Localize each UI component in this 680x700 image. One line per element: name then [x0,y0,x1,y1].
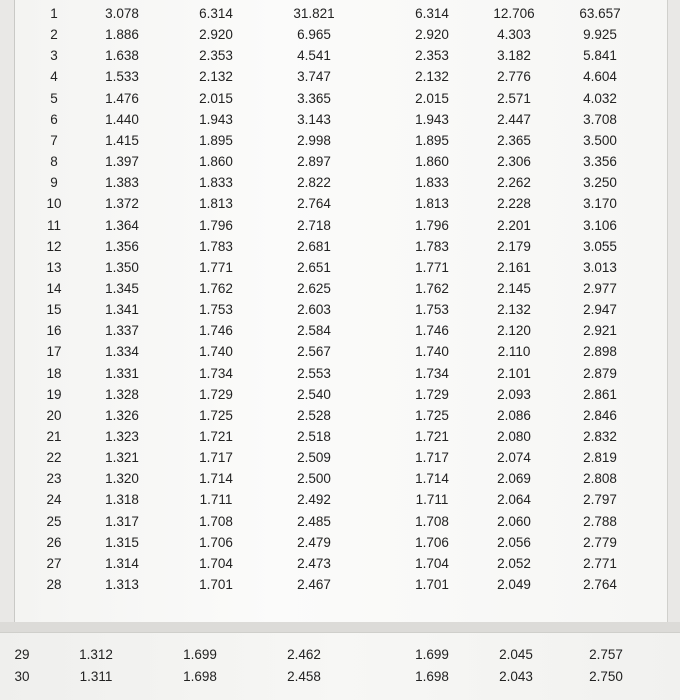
t-value-cell: 1.833 [199,175,233,191]
t-value-cell: 2.049 [497,577,531,593]
t-value-cell: 4.604 [583,69,617,85]
t-value-cell: 2.553 [297,365,331,381]
df-cell: 18 [46,365,62,381]
t-value-cell: 6.314 [415,6,449,21]
t-value-cell: 1.334 [105,344,139,360]
t-value-cell: 4.541 [297,48,331,64]
t-value-cell: 2.779 [583,534,617,550]
t-value-cell: 2.262 [497,175,531,191]
table-row [0,363,680,385]
t-value-cell: 3.500 [583,132,617,148]
t-value-cell: 2.492 [297,492,331,508]
df-cell: 28 [46,577,62,593]
t-value-cell: 3.143 [297,111,331,127]
df-cell: 12 [46,238,62,254]
t-value-cell: 1.699 [415,647,449,662]
t-value-cell: 1.311 [79,669,113,684]
t-value-cell: 2.797 [583,492,617,508]
t-value-cell: 2.819 [583,450,617,466]
t-value-cell: 2.750 [589,669,623,684]
t-value-cell: 2.764 [583,577,617,593]
df-cell: 15 [46,302,62,318]
table-row [0,644,680,666]
df-cell: 6 [50,111,58,127]
t-value-cell: 1.783 [199,238,233,254]
t-value-cell: 1.476 [105,90,139,106]
df-cell: 10 [46,196,62,212]
t-value-cell: 3.356 [583,154,617,170]
t-value-cell: 2.603 [297,302,331,318]
table-row [0,405,680,427]
table-row [0,45,680,67]
t-value-cell: 2.473 [297,555,331,571]
df-cell: 2 [50,27,58,43]
df-cell: 3 [50,48,58,64]
t-value-cell: 1.701 [199,577,233,593]
t-value-cell: 1.753 [199,302,233,318]
t-value-cell: 1.345 [105,280,139,296]
t-value-cell: 5.841 [583,48,617,64]
df-cell: 8 [50,154,58,170]
table-row [0,278,680,300]
t-value-cell: 1.312 [79,647,113,662]
table-row [0,151,680,173]
t-value-cell: 2.060 [497,513,531,529]
t-value-cell: 1.701 [415,577,449,593]
t-value-cell: 2.528 [297,407,331,423]
df-cell: 4 [50,69,58,85]
t-value-cell: 2.485 [297,513,331,529]
table-row [0,299,680,321]
t-value-cell: 1.356 [105,238,139,254]
t-value-cell: 1.326 [105,407,139,423]
df-cell: 29 [14,647,30,662]
t-value-cell: 1.706 [415,534,449,550]
t-value-cell: 2.771 [583,555,617,571]
t-value-cell: 2.074 [497,450,531,466]
t-value-cell: 1.320 [105,471,139,487]
table-row [0,574,680,596]
t-value-cell: 3.013 [583,259,617,275]
t-value-cell: 2.897 [297,154,331,170]
df-cell: 17 [46,344,62,360]
t-value-cell: 1.318 [105,492,139,508]
t-value-cell: 2.069 [497,471,531,487]
df-cell: 14 [46,280,62,296]
table-row [0,24,680,46]
t-value-cell: 2.132 [497,302,531,318]
t-value-cell: 2.353 [415,48,449,64]
t-value-cell: 12.706 [493,6,535,21]
t-value-cell: 1.328 [105,386,139,402]
t-value-cell: 1.725 [415,407,449,423]
t-value-cell: 3.182 [497,48,531,64]
t-value-cell: 1.762 [415,280,449,296]
t-value-cell: 2.977 [583,280,617,296]
t-value-cell: 1.323 [105,429,139,444]
t-value-cell: 9.925 [583,27,617,43]
t-value-cell: 6.314 [199,6,233,21]
t-value-cell: 3.365 [297,90,331,106]
t-value-cell: 1.762 [199,280,233,296]
df-cell: 1 [50,6,58,21]
df-cell: 9 [50,175,58,191]
table-row [0,215,680,237]
t-value-cell: 2.808 [583,471,617,487]
t-value-cell: 31.821 [293,6,335,21]
t-value-cell: 1.746 [199,323,233,339]
t-value-cell: 2.306 [497,154,531,170]
df-cell: 13 [46,259,62,275]
t-value-cell: 2.764 [297,196,331,212]
table-row [0,172,680,194]
t-value-cell: 2.179 [497,238,531,254]
t-value-cell: 1.533 [105,69,139,85]
table-row [0,511,680,533]
t-value-cell: 4.032 [583,90,617,106]
t-value-cell: 2.920 [415,27,449,43]
table-row [0,341,680,363]
df-cell: 24 [46,492,62,508]
t-value-cell: 1.740 [415,344,449,360]
t-value-cell: 1.706 [199,534,233,550]
t-value-cell: 2.567 [297,344,331,360]
table-row [0,489,680,511]
t-value-cell: 2.479 [297,534,331,550]
t-value-cell: 2.776 [497,69,531,85]
t-value-cell: 1.708 [199,513,233,529]
t-value-cell: 1.638 [105,48,139,64]
t-value-cell: 1.833 [415,175,449,191]
df-cell: 19 [46,386,62,402]
t-value-cell: 1.315 [105,534,139,550]
t-value-cell: 1.943 [199,111,233,127]
t-value-cell: 1.860 [199,154,233,170]
t-value-cell: 2.625 [297,280,331,296]
t-value-cell: 1.708 [415,513,449,529]
t-value-cell: 2.064 [497,492,531,508]
t-value-cell: 1.698 [415,669,449,684]
df-cell: 5 [50,90,58,106]
t-value-cell: 1.331 [105,365,139,381]
t-value-cell: 3.170 [583,196,617,212]
t-value-cell: 1.729 [199,386,233,402]
t-value-cell: 1.704 [199,555,233,571]
t-value-cell: 1.721 [199,429,233,444]
table-row [0,66,680,88]
t-value-cell: 2.518 [297,429,331,444]
table-row [0,532,680,554]
t-value-cell: 1.895 [415,132,449,148]
t-value-cell: 2.086 [497,407,531,423]
t-value-cell: 2.571 [497,90,531,106]
t-value-cell: 2.757 [589,647,623,662]
t-value-cell: 1.771 [415,259,449,275]
t-value-cell: 1.364 [105,217,139,233]
t-value-cell: 2.879 [583,365,617,381]
table-row [0,3,680,25]
table-row [0,236,680,258]
df-cell: 26 [46,534,62,550]
t-value-cell: 2.093 [497,386,531,402]
t-value-cell: 2.120 [497,323,531,339]
t-value-cell: 1.734 [199,365,233,381]
t-value-cell: 4.303 [497,27,531,43]
t-value-cell: 1.714 [415,471,449,487]
t-value-cell: 1.753 [415,302,449,318]
t-value-cell: 2.365 [497,132,531,148]
table-row [0,553,680,575]
t-value-cell: 1.415 [105,132,139,148]
df-cell: 20 [46,407,62,423]
t-value-cell: 3.078 [105,6,139,21]
t-value-cell: 1.783 [415,238,449,254]
t-value-cell: 2.788 [583,513,617,529]
table-row [0,109,680,131]
table-row [0,384,680,406]
t-value-cell: 2.846 [583,407,617,423]
t-value-cell: 1.943 [415,111,449,127]
t-value-cell: 1.321 [105,450,139,466]
df-cell: 23 [46,471,62,487]
t-value-cell: 1.717 [199,450,233,466]
df-cell: 7 [50,132,58,148]
t-value-cell: 2.718 [297,217,331,233]
t-value-cell: 2.822 [297,175,331,191]
t-value-cell: 2.681 [297,238,331,254]
t-value-cell: 1.729 [415,386,449,402]
t-value-cell: 1.860 [415,154,449,170]
t-value-cell: 3.106 [583,217,617,233]
t-value-cell: 2.832 [583,429,617,444]
t-value-cell: 2.920 [199,27,233,43]
t-value-cell: 1.440 [105,111,139,127]
df-cell: 27 [46,555,62,571]
t-value-cell: 2.651 [297,259,331,275]
t-value-cell: 2.015 [199,90,233,106]
table-row [0,193,680,215]
t-value-cell: 2.132 [199,69,233,85]
t-value-cell: 2.500 [297,471,331,487]
t-value-cell: 1.796 [415,217,449,233]
t-value-cell: 1.895 [199,132,233,148]
t-value-cell: 1.725 [199,407,233,423]
t-value-cell: 1.813 [415,196,449,212]
t-value-cell: 1.734 [415,365,449,381]
table-row [0,666,680,688]
t-value-cell: 1.886 [105,27,139,43]
t-value-cell: 2.861 [583,386,617,402]
df-cell: 16 [46,323,62,339]
t-value-cell: 2.898 [583,344,617,360]
df-cell: 11 [46,217,62,233]
table-row [0,468,680,490]
t-value-cell: 2.110 [497,344,531,360]
t-value-cell: 1.372 [105,196,139,212]
t-value-cell: 1.740 [199,344,233,360]
t-value-cell: 1.317 [105,513,139,529]
t-value-cell: 6.965 [297,27,331,43]
t-value-cell: 1.813 [199,196,233,212]
table-row [0,320,680,342]
t-value-cell: 2.101 [497,365,531,381]
df-cell: 21 [46,429,62,444]
t-value-cell: 1.704 [415,555,449,571]
t-value-cell: 1.746 [415,323,449,339]
t-value-cell: 1.341 [105,302,139,318]
table-row [0,426,680,448]
t-value-cell: 1.397 [105,154,139,170]
table-row [0,130,680,152]
t-value-cell: 2.045 [499,647,533,662]
t-value-cell: 2.052 [497,555,531,571]
t-value-cell: 2.228 [497,196,531,212]
t-value-cell: 1.721 [415,429,449,444]
t-value-cell: 2.043 [499,669,533,684]
t-value-cell: 2.467 [297,577,331,593]
t-value-cell: 1.771 [199,259,233,275]
t-value-cell: 2.132 [415,69,449,85]
df-cell: 22 [46,450,62,466]
t-value-cell: 2.998 [297,132,331,148]
table-row [0,88,680,110]
t-value-cell: 1.711 [415,492,449,508]
t-value-cell: 2.353 [199,48,233,64]
t-value-cell: 2.161 [497,259,531,275]
t-value-cell: 1.717 [415,450,449,466]
t-value-cell: 63.657 [579,6,621,21]
t-value-cell: 3.250 [583,175,617,191]
t-value-cell: 3.747 [297,69,331,85]
t-value-cell: 2.584 [297,323,331,339]
t-value-cell: 1.711 [199,492,233,508]
t-value-cell: 2.056 [497,534,531,550]
t-value-cell: 2.947 [583,302,617,318]
t-value-cell: 1.314 [105,555,139,571]
table-row [0,257,680,279]
t-value-cell: 2.540 [297,386,331,402]
t-value-cell: 3.708 [583,111,617,127]
t-value-cell: 1.313 [105,577,139,593]
t-value-cell: 1.796 [199,217,233,233]
t-value-cell: 2.458 [287,669,321,684]
df-cell: 30 [14,669,30,684]
t-value-cell: 2.080 [497,429,531,444]
t-value-cell: 2.509 [297,450,331,466]
t-value-cell: 1.698 [183,669,217,684]
t-value-cell: 1.699 [183,647,217,662]
t-value-cell: 2.447 [497,111,531,127]
t-value-cell: 2.145 [497,280,531,296]
page-gap [0,622,680,632]
t-value-cell: 3.055 [583,238,617,254]
df-cell: 25 [46,513,62,529]
table-row [0,447,680,469]
t-value-cell: 2.201 [497,217,531,233]
t-value-cell: 2.462 [287,647,321,662]
t-value-cell: 1.383 [105,175,139,191]
t-value-cell: 2.921 [583,323,617,339]
t-value-cell: 2.015 [415,90,449,106]
t-value-cell: 1.350 [105,259,139,275]
t-value-cell: 1.714 [199,471,233,487]
t-value-cell: 1.337 [105,323,139,339]
